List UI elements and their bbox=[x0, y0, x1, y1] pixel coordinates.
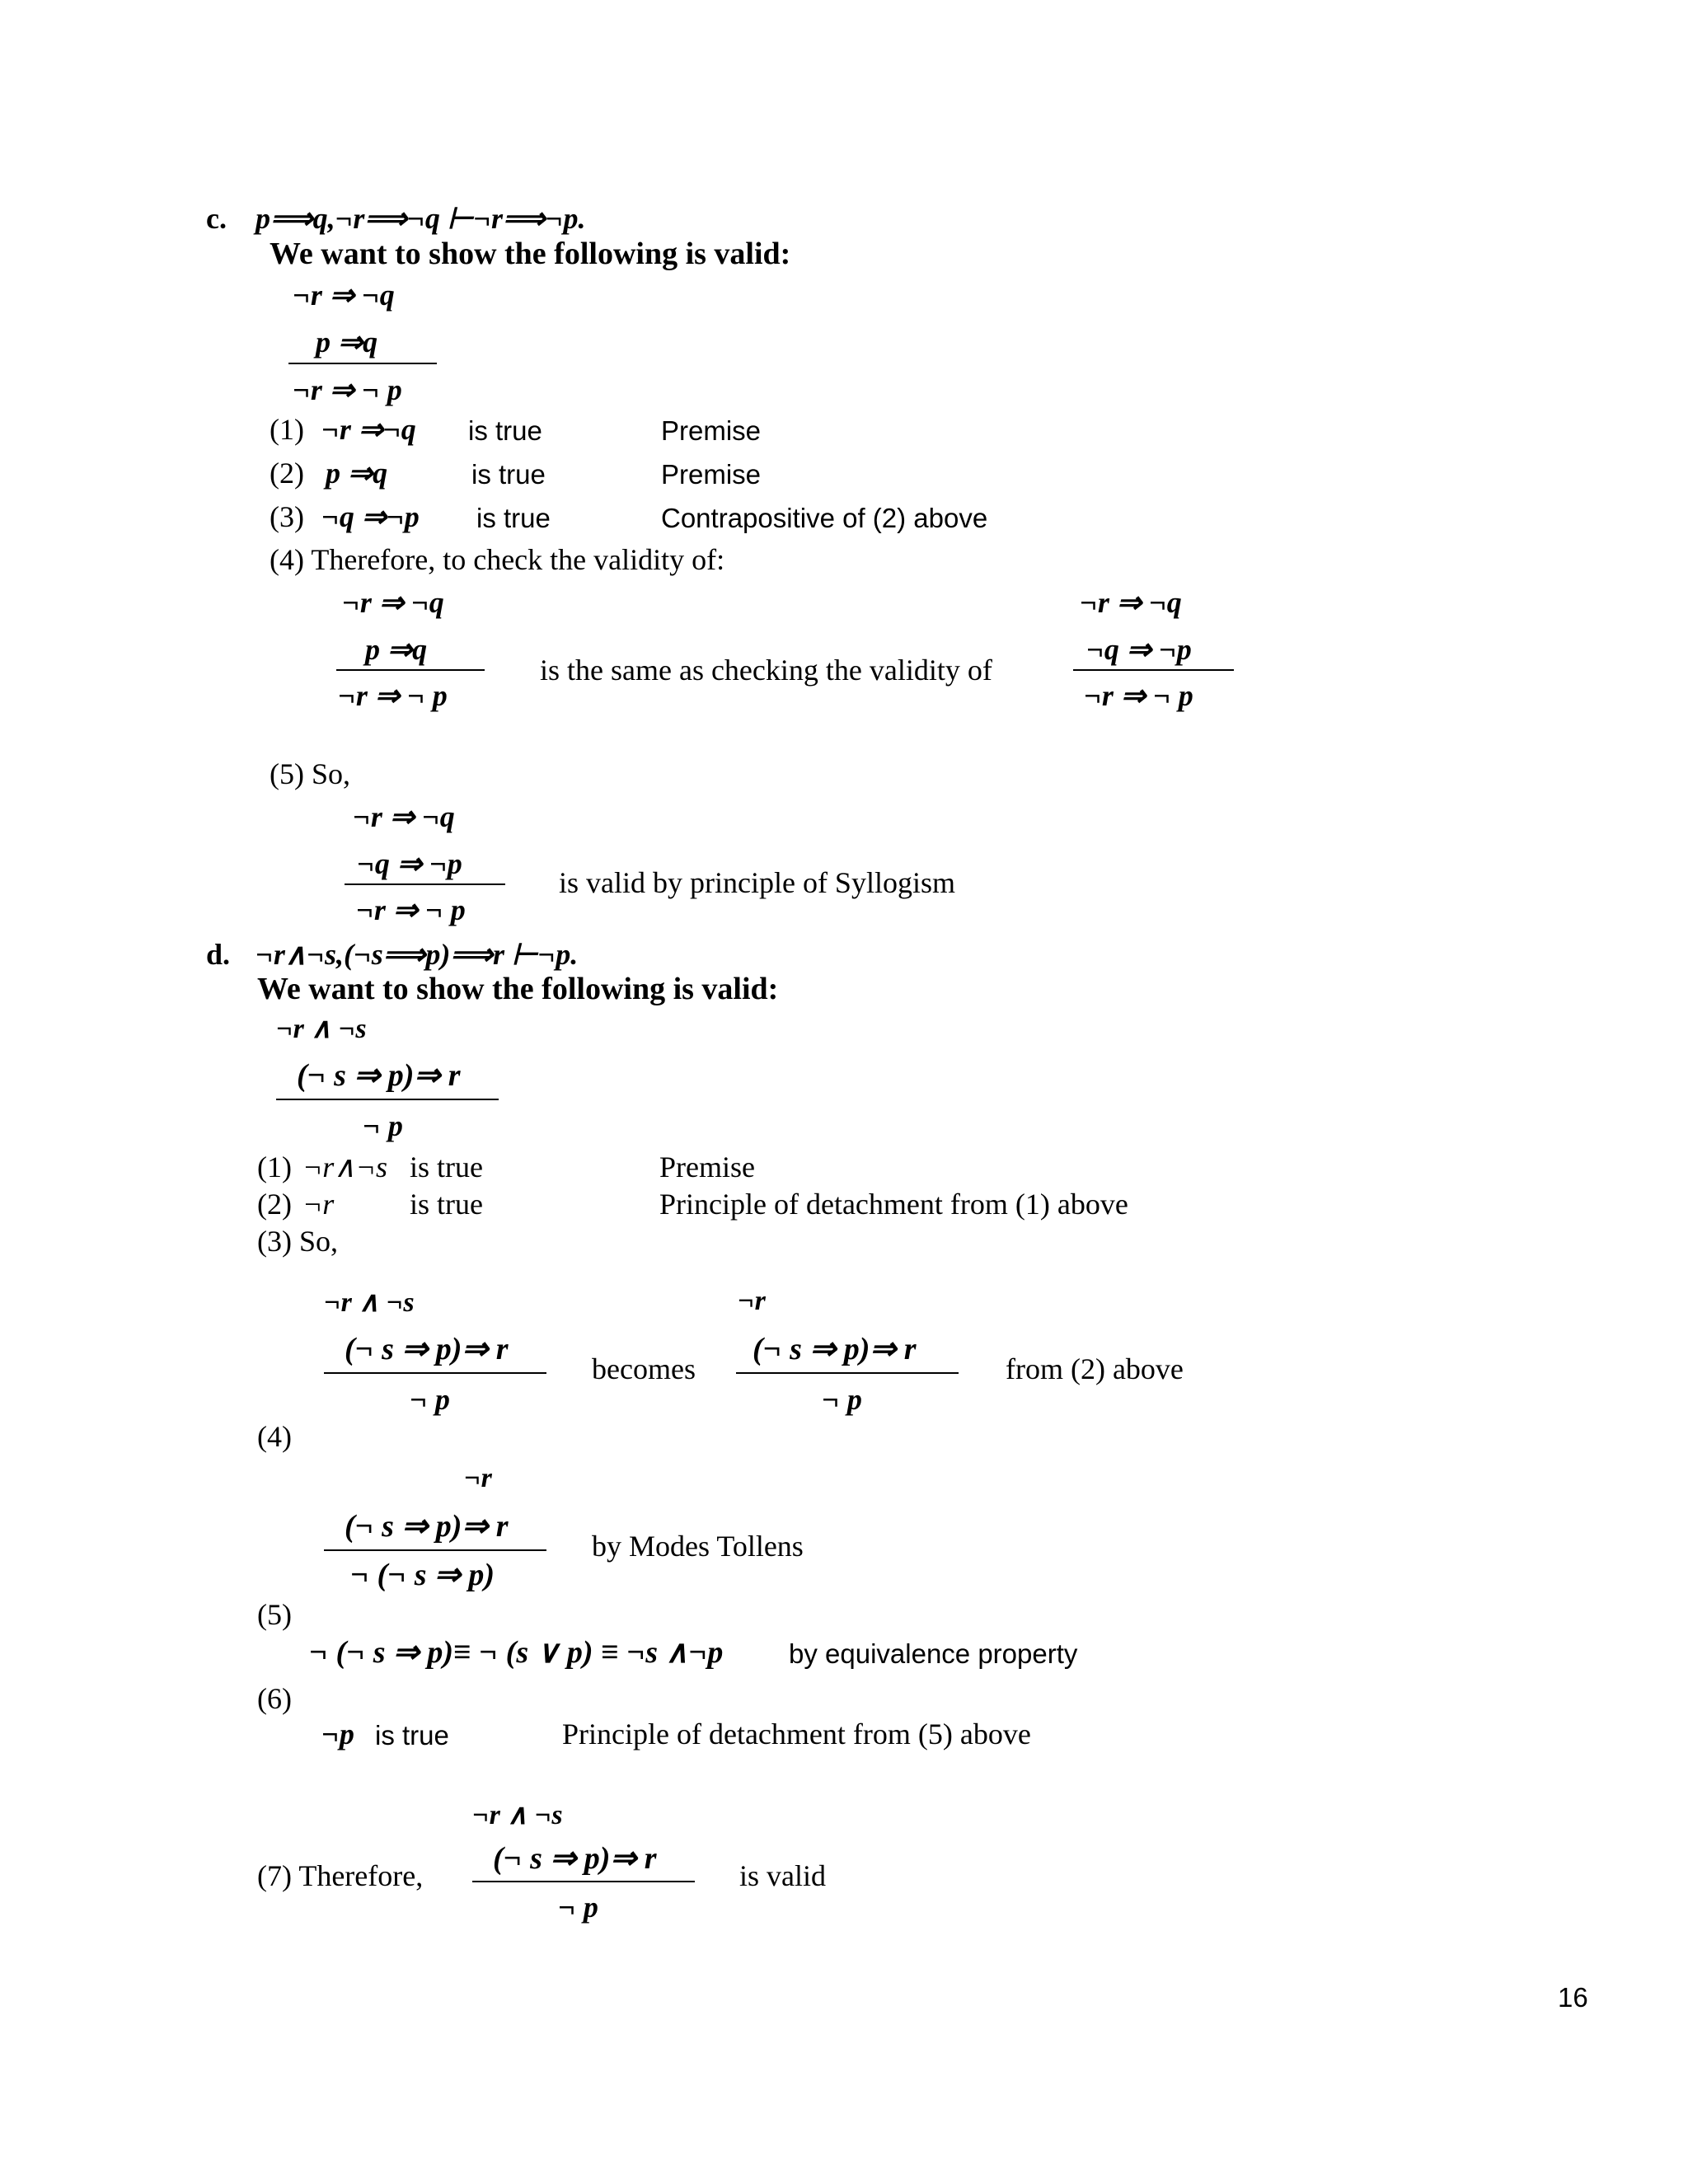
part-c-step5-rule bbox=[345, 883, 505, 885]
part-c-step5-premise2: ¬q ⇒ ¬p bbox=[357, 847, 462, 880]
step-number: (2) bbox=[270, 457, 304, 490]
part-c-step5-premise1: ¬r ⇒ ¬q bbox=[353, 800, 455, 833]
step-status: is true bbox=[476, 503, 551, 533]
part-c-label: c. bbox=[206, 202, 227, 235]
part-d-step3-left-premise1: ¬r ∧ ¬s bbox=[324, 1287, 415, 1318]
part-c-step4-left-rule bbox=[336, 669, 485, 671]
part-d-step7-heading: (7) Therefore, bbox=[257, 1859, 424, 1892]
step-reason: Premise bbox=[661, 415, 762, 446]
part-d-step5-expression: ¬ (¬ s ⇒ p)≡ ¬ (s ∨ p) ≡ ¬s ∧¬p bbox=[309, 1635, 724, 1670]
step-status: is true bbox=[410, 1151, 483, 1183]
part-d-arg-rule bbox=[276, 1099, 499, 1100]
part-c-arg-premise2: p ⇒q bbox=[316, 326, 378, 359]
part-d-step5-text: by equivalence property bbox=[789, 1638, 1078, 1669]
step-reason: Contrapositive of (2) above bbox=[661, 503, 988, 533]
part-d-step7-rule bbox=[472, 1881, 695, 1882]
part-d-step6-status: is true bbox=[375, 1720, 449, 1750]
part-d-arg-premise1: ¬r ∧ ¬s bbox=[276, 1014, 367, 1044]
step-number: (2) bbox=[257, 1188, 292, 1221]
part-d-step4-text: by Modes Tollens bbox=[592, 1530, 804, 1563]
part-c-arg-premise1: ¬r ⇒ ¬q bbox=[293, 279, 395, 312]
part-d-step7-conclusion: ¬ p bbox=[558, 1891, 598, 1924]
step-status: is true bbox=[468, 415, 542, 446]
page-number: 16 bbox=[1558, 1982, 1588, 2013]
part-d-step3-left-premise2: (¬ s ⇒ p)⇒ r bbox=[345, 1332, 509, 1366]
step-expression: ¬q ⇒¬p bbox=[321, 500, 420, 533]
part-d-statement: ¬r∧¬s,(¬s⟹p)⟹r ⊢¬p. bbox=[256, 938, 579, 971]
part-c-arg-rule bbox=[288, 363, 437, 364]
part-d-label: d. bbox=[206, 938, 231, 971]
part-c-step4-right-premise2: ¬q ⇒ ¬p bbox=[1086, 633, 1192, 666]
part-c-step4-left-premise1: ¬r ⇒ ¬q bbox=[342, 586, 444, 619]
step-reason: Premise bbox=[659, 1151, 755, 1183]
part-d-step7-premise1: ¬r ∧ ¬s bbox=[472, 1800, 563, 1830]
part-c-step4-text: is the same as checking the validity of bbox=[540, 654, 992, 687]
part-d-arg-conclusion: ¬ p bbox=[363, 1109, 403, 1142]
part-d-step3-left-conclusion: ¬ p bbox=[410, 1383, 450, 1416]
part-d-step3-heading: (3) So, bbox=[257, 1225, 338, 1258]
part-c-step5-text: is valid by principle of Syllogism bbox=[559, 866, 955, 899]
part-d-step6-expression: ¬p bbox=[321, 1718, 354, 1750]
step-reason: Principle of detachment from (1) above bbox=[659, 1188, 1128, 1221]
part-d-step4-conclusion: ¬ (¬ s ⇒ p) bbox=[350, 1558, 495, 1592]
step-number: (1) bbox=[257, 1151, 292, 1183]
part-c-step4-left-premise2: p ⇒q bbox=[365, 633, 428, 666]
step-number: (1) bbox=[270, 413, 304, 446]
part-d-step3-right-conclusion: ¬ p bbox=[822, 1383, 862, 1416]
part-d-step3-right-premise1: ¬r bbox=[738, 1286, 766, 1316]
part-d-step3-from: from (2) above bbox=[1006, 1352, 1184, 1385]
part-d-step4-premise1: ¬r bbox=[464, 1463, 492, 1493]
step-expression: ¬r∧¬s bbox=[302, 1151, 387, 1183]
part-c-step5-heading: (5) So, bbox=[270, 757, 350, 790]
part-c-statement: p⟹q,¬r⟹¬q ⊢¬r⟹¬p. bbox=[256, 202, 586, 235]
step-expression: ¬r ⇒¬q bbox=[321, 413, 416, 446]
part-d-step3-right-rule bbox=[736, 1372, 959, 1374]
part-d-step4-rule bbox=[324, 1549, 546, 1551]
part-d-step4-premise2: (¬ s ⇒ p)⇒ r bbox=[345, 1509, 509, 1544]
part-d-arg-premise2: (¬ s ⇒ p)⇒ r bbox=[297, 1058, 461, 1093]
part-c-step4-right-conclusion: ¬r ⇒ ¬ p bbox=[1084, 679, 1193, 712]
part-c-step4-right-premise1: ¬r ⇒ ¬q bbox=[1080, 586, 1182, 619]
part-d-step6-reason: Principle of detachment from (5) above bbox=[562, 1718, 1031, 1750]
part-c-step5-conclusion: ¬r ⇒ ¬ p bbox=[356, 893, 466, 926]
part-c-step4-right-rule bbox=[1073, 669, 1234, 671]
step-number: (3) bbox=[270, 500, 304, 533]
part-c-step4-heading: (4) Therefore, to check the validity of: bbox=[270, 543, 725, 576]
part-d-intro: We want to show the following is valid: bbox=[257, 972, 779, 1006]
step-status: is true bbox=[471, 459, 546, 490]
part-d-step4-heading: (4) bbox=[257, 1420, 292, 1453]
step-reason: Premise bbox=[661, 459, 762, 490]
part-c-intro: We want to show the following is valid: bbox=[270, 237, 791, 271]
step-status: is true bbox=[410, 1188, 483, 1221]
part-d-step3-left-rule bbox=[324, 1372, 546, 1374]
part-d-step6-heading: (6) bbox=[257, 1682, 292, 1715]
part-d-step3-becomes: becomes bbox=[592, 1352, 696, 1385]
step-expression: p ⇒q bbox=[326, 457, 388, 490]
part-d-step7-text: is valid bbox=[739, 1859, 826, 1892]
part-d-step5-heading: (5) bbox=[257, 1598, 292, 1631]
step-expression: ¬r bbox=[302, 1188, 335, 1221]
part-d-step3-right-premise2: (¬ s ⇒ p)⇒ r bbox=[753, 1332, 917, 1366]
part-d-step7-premise2: (¬ s ⇒ p)⇒ r bbox=[493, 1841, 657, 1876]
part-c-arg-conclusion: ¬r ⇒ ¬ p bbox=[293, 373, 402, 406]
part-c-step4-left-conclusion: ¬r ⇒ ¬ p bbox=[338, 679, 448, 712]
